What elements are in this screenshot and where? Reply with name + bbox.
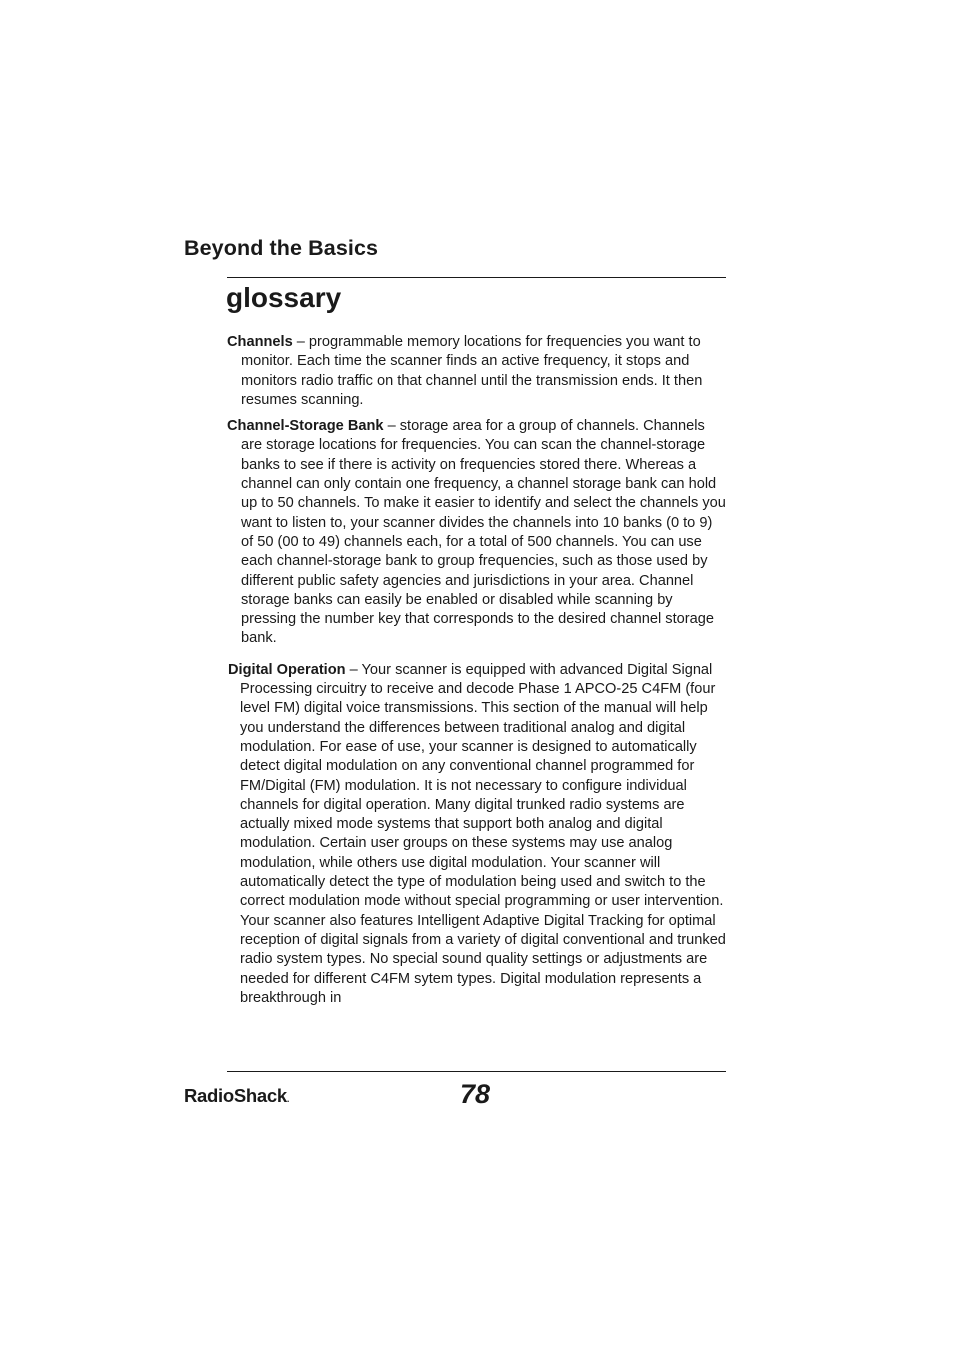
header-divider bbox=[227, 277, 726, 278]
brand-mark: . bbox=[286, 1094, 290, 1104]
glossary-definition: – Your scanner is equipped with advanced Digital Signal Processing circuitry to receive and decode Phase 1 APCO-25 C4FM (four level FM) digital voice transmissions. This section of the manual will help you understand the differences between traditional analog and digital modulation. For ease of use, your scanner is designed to automatically detect digital modulation on any conventional channel programmed for FM/Digital (FM) modulation. It is not necessary to configure individual channels for digital operation. Many digital trunked radio systems are actually mixed mode systems that support both analog and digital modulation. Certain user groups on these systems may use analog modulation, while others use digital modulation. Your scanner will automatically detect the type of modulation being used and switch to the correct modulation mode without special programming or user intervention. Your scanner also features Intelligent Adaptive Digital Tracking for optimal reception of digital signals from a variety of digital conventional and trunked radio system types. No special sound quality settings or adjustments are needed for different C4FM sytem types. Digital modulation represents a breakthrough in bbox=[240, 661, 726, 1006]
brand-name: RadioShack bbox=[184, 1085, 287, 1106]
glossary-entry-channel-storage-bank bbox=[227, 417, 726, 649]
glossary-entry-digital-operation bbox=[227, 661, 726, 1008]
glossary-definition: – programmable memory locations for frequencies you want to monitor. Each time the scanner finds an active frequency, it stops and monitors radio traffic on that channel until the transmission ends. It then resumes scanning. bbox=[241, 334, 703, 408]
brand-logo bbox=[184, 1085, 289, 1107]
glossary-entry-channels bbox=[227, 333, 726, 410]
glossary-definition: – storage area for a group of channels. Channels are storage locations for frequencies. You can scan the channel-storage banks to see if there is activity on frequencies stored there. Whereas a channel can only contain one frequency, a channel storage bank can hold up to 50 channels. To make it easier to identify and select the channels you want to listen to, your scanner divides the channels into 10 banks (0 to 9) of 50 (00 to 49) channels each, for a total of 500 channels. You can use each channel-storage bank to group frequencies, such as those used by different public safety agencies and jurisdictions in your area. Channel storage banks can easily be enabled or disabled while scanning by pressing the number key that corresponds to the desired channel storage bank. bbox=[241, 418, 726, 647]
page-title: glossary bbox=[226, 282, 342, 313]
footer-divider bbox=[227, 1071, 726, 1072]
glossary-term: Channel-Storage Bank bbox=[227, 418, 384, 435]
section-header: Beyond the Basics bbox=[184, 236, 379, 260]
glossary-term: Digital Operation bbox=[228, 661, 346, 678]
glossary-term: Channels bbox=[227, 334, 293, 350]
page-number: 78 bbox=[460, 1079, 491, 1109]
glossary-entries bbox=[227, 333, 726, 1008]
